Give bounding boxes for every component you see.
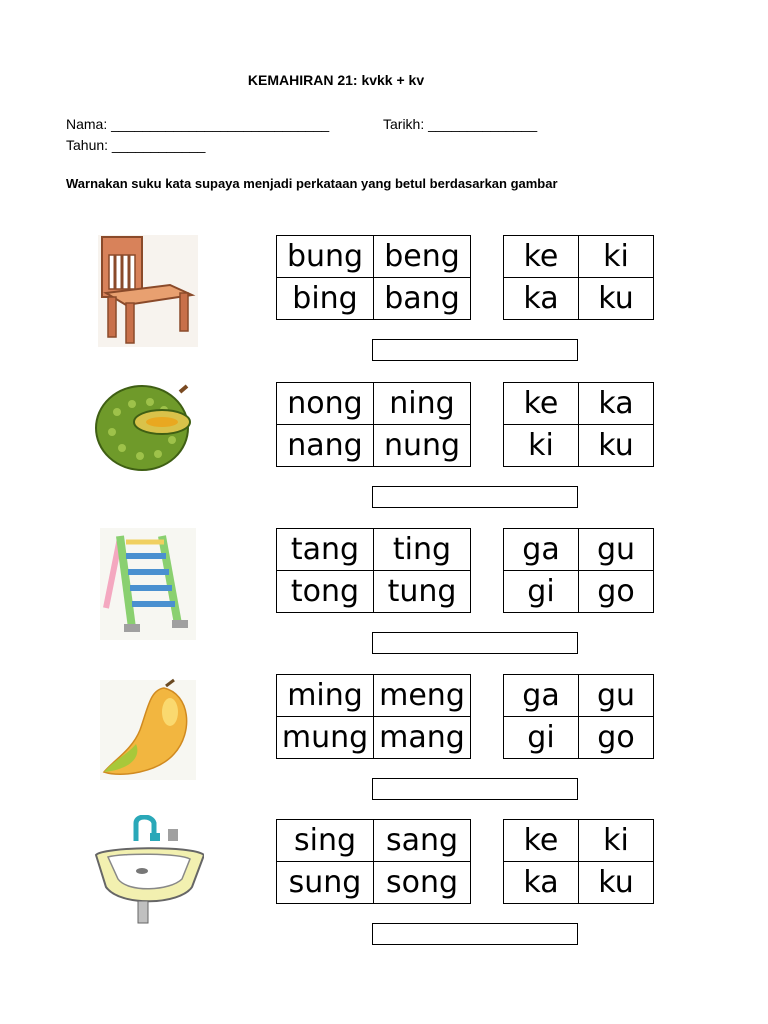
syllable-cell[interactable]: ka — [504, 862, 579, 904]
answer-box[interactable] — [372, 632, 578, 654]
syllable-cell[interactable]: ning — [374, 383, 471, 425]
answer-box[interactable] — [372, 778, 578, 800]
syllable-cell[interactable]: ming — [277, 675, 374, 717]
date-field: Tarikh: ______________ — [383, 116, 538, 132]
exercise-row-4 — [0, 674, 768, 814]
syllable-cell[interactable]: ku — [579, 425, 654, 467]
year-field: Tahun: ____________ — [66, 137, 206, 153]
exercise-row-1 — [0, 235, 768, 375]
ladder-icon — [92, 528, 204, 640]
syllable-grid-left — [276, 382, 471, 467]
sink-icon — [92, 815, 204, 927]
syllable-cell[interactable]: ku — [579, 862, 654, 904]
syllable-grid-left — [276, 235, 471, 320]
syllable-cell[interactable]: bing — [277, 278, 374, 320]
answer-box[interactable] — [372, 339, 578, 361]
instruction: Warnakan suku kata supaya menjadi perkataan yang betul berdasarkan gambar — [66, 176, 558, 191]
syllable-cell[interactable]: sung — [277, 862, 374, 904]
syllable-grid-left — [276, 819, 471, 904]
syllable-grid-right — [503, 382, 654, 467]
syllable-grid-right — [503, 819, 654, 904]
syllable-cell[interactable]: nung — [374, 425, 471, 467]
syllable-cell[interactable]: gi — [504, 571, 579, 613]
syllable-grid-left — [276, 674, 471, 759]
syllable-cell[interactable]: mang — [374, 717, 471, 759]
syllable-cell[interactable]: nong — [277, 383, 374, 425]
syllable-cell[interactable]: bung — [277, 236, 374, 278]
syllable-cell[interactable]: ki — [579, 820, 654, 862]
syllable-grid-right — [503, 528, 654, 613]
syllable-cell[interactable]: ku — [579, 278, 654, 320]
syllable-cell[interactable]: ki — [579, 236, 654, 278]
syllable-grid-left — [276, 528, 471, 613]
chair-icon — [92, 235, 204, 347]
syllable-cell[interactable]: ka — [579, 383, 654, 425]
syllable-cell[interactable]: go — [579, 717, 654, 759]
syllable-cell[interactable]: mung — [277, 717, 374, 759]
syllable-cell[interactable]: ke — [504, 820, 579, 862]
answer-box[interactable] — [372, 923, 578, 945]
syllable-cell[interactable]: ga — [504, 675, 579, 717]
syllable-grid-right — [503, 235, 654, 320]
mango-icon — [92, 674, 204, 786]
syllable-cell[interactable]: go — [579, 571, 654, 613]
syllable-cell[interactable]: tang — [277, 529, 374, 571]
syllable-cell[interactable]: ki — [504, 425, 579, 467]
exercise-row-2 — [0, 382, 768, 522]
syllable-cell[interactable]: beng — [374, 236, 471, 278]
syllable-grid-right — [503, 674, 654, 759]
syllable-cell[interactable]: song — [374, 862, 471, 904]
syllable-cell[interactable]: ga — [504, 529, 579, 571]
syllable-cell[interactable]: gi — [504, 717, 579, 759]
syllable-cell[interactable]: meng — [374, 675, 471, 717]
answer-box[interactable] — [372, 486, 578, 508]
syllable-cell[interactable]: ting — [374, 529, 471, 571]
syllable-cell[interactable]: ke — [504, 236, 579, 278]
name-field: Nama: ____________________________ — [66, 116, 330, 132]
syllable-cell[interactable]: sing — [277, 820, 374, 862]
syllable-cell[interactable]: sang — [374, 820, 471, 862]
syllable-cell[interactable]: gu — [579, 675, 654, 717]
jackfruit-icon — [92, 382, 204, 494]
exercise-row-5 — [0, 819, 768, 959]
syllable-cell[interactable]: gu — [579, 529, 654, 571]
syllable-cell[interactable]: bang — [374, 278, 471, 320]
syllable-cell[interactable]: tung — [374, 571, 471, 613]
syllable-cell[interactable]: ke — [504, 383, 579, 425]
syllable-cell[interactable]: nang — [277, 425, 374, 467]
syllable-cell[interactable]: tong — [277, 571, 374, 613]
syllable-cell[interactable]: ka — [504, 278, 579, 320]
worksheet-title: KEMAHIRAN 21: kvkk + kv — [247, 72, 425, 88]
exercise-row-3 — [0, 528, 768, 668]
